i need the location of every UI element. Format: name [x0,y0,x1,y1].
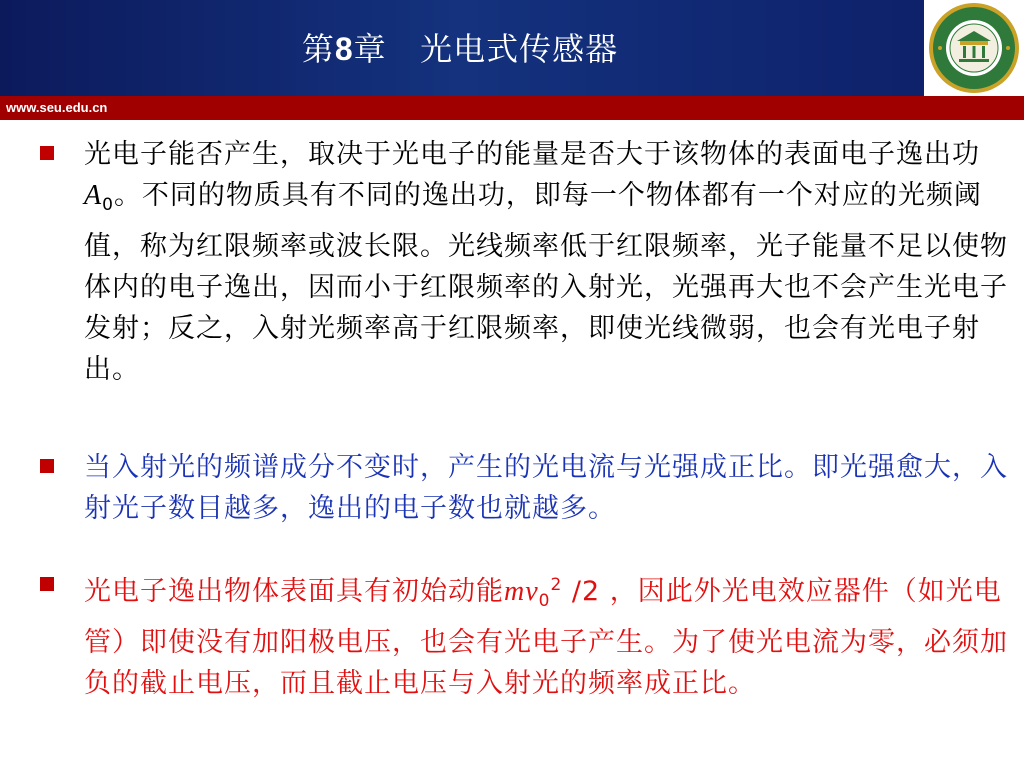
bullet-3-text [84,565,1014,704]
title-prefix: 第 [301,30,335,68]
velocity-subscript: 0 [538,591,551,611]
seal-icon [927,1,1021,95]
bullet-3-part-a: 光电子逸出物体表面具有初始动能 [84,576,504,607]
bullet-1-part-a: 光电子能否产生，取决于光电子的能量是否大于该物体的表面电子逸出功 [84,139,980,170]
bullet-3-part-c: /2 ，因此外光电效应器件（如光电管）即使没有加阳极电压，也会有光电子产生。为了使光电流为零，必须加负的截止电压，而且截止电压与入射光的频率成正比。 [84,576,1008,699]
title-rest: 章 光电式传感器 [353,30,619,68]
bullet-marker [40,577,54,591]
bullet-2-text: 当入射光的频谱成分不变时，产生的光电流与光强成正比。即光强愈大，入射光子数目越多，逸出的电子数也就越多。 [84,452,1008,524]
accent-bar [0,96,1024,120]
slide-header [0,0,1024,96]
bullet-marker [40,459,54,473]
velocity-superscript: 2 [550,575,563,595]
bullet-marker [40,146,54,160]
slide-title [0,24,920,70]
site-url: www.seu.edu.cn [6,100,108,115]
bullet-1-text [84,134,1014,390]
title-number: 8 [334,31,354,67]
work-function-subscript: 0 [102,195,114,215]
kinetic-energy-symbol: mv [504,576,539,607]
bullet-1-part-b: 。不同的物质具有不同的逸出功，即每一个物体都有一个对应的光频阈值，称为红限频率或波长限。光线频率低于红限频率，光子能量不足以使物体内的电子逸出，因而小于红限频率的入射光，光强再大也不会产生光电子发射；反之，入射光频率高于红限频率，即使光线微弱，也会有光电子射出。 [84,180,1008,385]
work-function-symbol: A [84,180,103,211]
university-logo [924,0,1024,96]
